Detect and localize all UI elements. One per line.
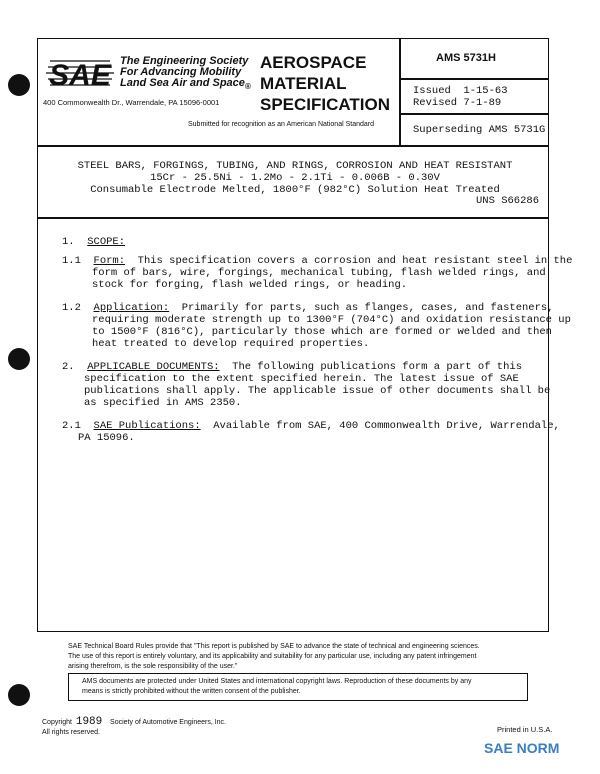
copyright-year: 1989 xyxy=(75,716,103,728)
document-type: AEROSPACE MATERIAL SPECIFICATION xyxy=(260,53,391,114)
issued-date: Issued 1-15-63 xyxy=(413,85,508,97)
copyright-notice: AMS documents are protected under United States and international copyright laws. Reproduction of these documents by any means is strictly prohibited without the written consent of the publisher. xyxy=(82,678,472,695)
superseding: Superseding AMS 5731G xyxy=(413,124,546,136)
copyright: Copyright 1989 Society of Automotive Engineers, Inc. All rights reserved. xyxy=(42,716,226,736)
svg-text:SAE: SAE xyxy=(49,59,111,92)
revised-date: Revised 7-1-89 xyxy=(413,97,502,109)
section-1-2: 1.2 Application: Primarily for parts, such as flanges, cases, and fasteners, requiring moderate strength up to 1300°F (704°C) and oxidation resistance up to 1500°F (816°C), particularly those which are formed or welded and then heat treated to develop required properties. xyxy=(62,302,571,350)
section-1: 1. SCOPE: xyxy=(62,236,126,248)
ansi-submission-note: Submitted for recognition as an American National Standard xyxy=(188,121,374,128)
section-2: 2. APPLICABLE DOCUMENTS: The following publications form a part of this specification to the extent specified herein. The latest issue of SAE publications shall apply. The applicable issue of other documents shall be as specified in AMS 2350. xyxy=(62,361,551,409)
board-rules-notice: SAE Technical Board Rules provide that "This report is published by SAE to advance the state of technical and engineering sciences. The use of this report is entirely voluntary, and its applicability and suitability for any particular use, including any patent infringement arising therefrom, is the sole responsibility of the user." xyxy=(68,643,480,670)
document-title: STEEL BARS, FORGINGS, TUBING, AND RINGS, CORROSION AND HEAT RESISTANT 15Cr - 25.5Ni - 1.2Mo - 2.1Ti - 0.006B - 0.30V Consumable Electrode Melted, 1800°F (982°C) Solution Heat Treated xyxy=(77,160,513,196)
uns-number: UNS S66286 xyxy=(476,195,540,207)
society-name: The Engineering Society For Advancing Mobility Land Sea Air and Space$_®$ xyxy=(120,55,251,92)
printed-in: Printed in U.S.A. xyxy=(497,725,553,734)
section-1-1: 1.1 Form: This specification covers a corrosion and heat resistant steel in the form of bars, wire, forgings, mechanical tubing, flash welded rings, and stock for forging, flash welded rings, or heading. xyxy=(62,255,573,291)
sae-norm-watermark: SAE NORM xyxy=(484,740,560,756)
society-address: 400 Commonwealth Dr., Warrendale, PA 15096-0001 xyxy=(43,98,220,107)
ams-number: AMS 5731H xyxy=(436,52,496,64)
section-2-1: 2.1 SAE Publications: Available from SAE, 400 Commonwealth Drive, Warrendale, PA 15096. xyxy=(62,420,560,444)
